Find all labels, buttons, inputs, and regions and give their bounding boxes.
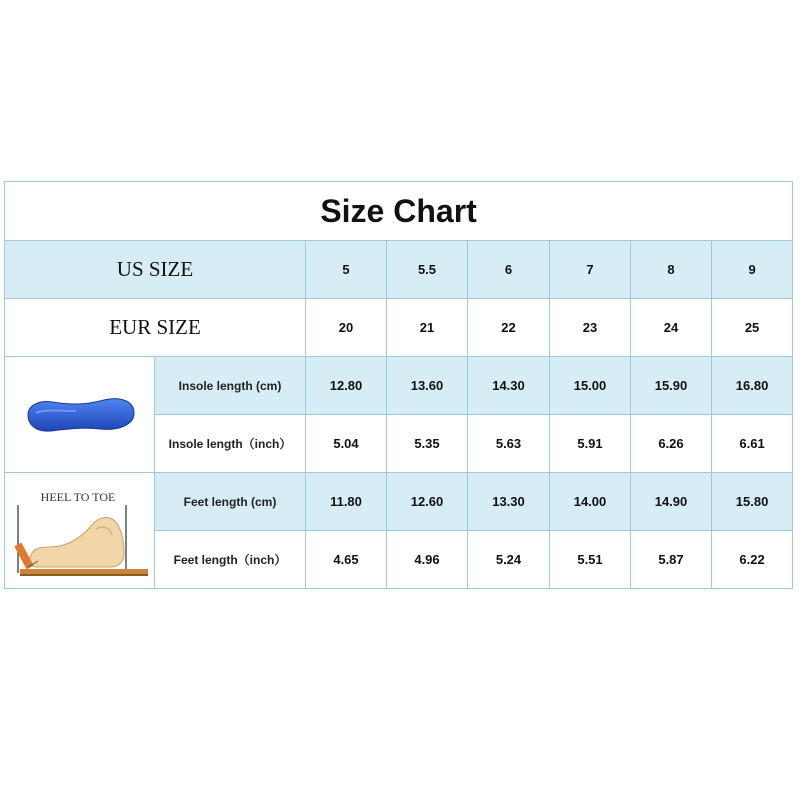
feet-inch-value: 5.87 [658, 551, 684, 567]
us-size-value: 7 [586, 261, 594, 277]
insole-cm-value: 16.80 [735, 377, 769, 393]
insole-inch-label-cell [155, 415, 306, 473]
feet-cm-value: 12.60 [410, 493, 444, 509]
feet-cm-cell [712, 473, 793, 531]
feet-cm-cell [468, 473, 550, 531]
insole-inch-cell [306, 415, 387, 473]
us-size-cell [712, 241, 793, 299]
feet-inch-cell [631, 531, 712, 589]
us-size-row [5, 241, 793, 299]
eur-size-cell [387, 299, 468, 357]
feet-inch-cell [306, 531, 387, 589]
us-size-cell [631, 241, 712, 299]
title-row [5, 182, 793, 241]
foot-image-cell [5, 473, 155, 589]
us-size-value: 5.5 [417, 261, 437, 277]
eur-size-row [5, 299, 793, 357]
foot-measure-icon [10, 481, 150, 581]
chart-title: Size Chart [320, 192, 477, 229]
insole-inch-cell [468, 415, 550, 473]
feet-inch-value: 5.24 [495, 551, 522, 567]
insole-image-cell [5, 357, 155, 473]
eur-size-value: 20 [338, 319, 354, 335]
insole-cm-cell [468, 357, 550, 415]
insole-cm-value: 15.90 [654, 377, 688, 393]
feet-cm-label-cell [155, 473, 306, 531]
insole-cm-value: 14.30 [492, 377, 525, 393]
size-chart-table [4, 181, 793, 589]
feet-inch-value: 5.51 [577, 551, 603, 567]
eur-size-cell [550, 299, 631, 357]
us-size-cell [550, 241, 631, 299]
insole-cm-label-cell [155, 357, 306, 415]
feet-inch-value: 4.96 [414, 551, 440, 567]
eur-size-cell [468, 299, 550, 357]
insole-inch-value: 5.91 [577, 435, 603, 451]
feet-inch-label-cell [155, 531, 306, 589]
insole-cm-cell [306, 357, 387, 415]
eur-size-value: 23 [582, 319, 598, 335]
feet-inch-cell [712, 531, 793, 589]
eur-size-value: 25 [744, 319, 760, 335]
heel-to-toe-text: HEEL TO TOE [40, 489, 115, 504]
us-size-cell [387, 241, 468, 299]
insole-cm-cell [712, 357, 793, 415]
eur-size-cell [712, 299, 793, 357]
insole-inch-cell [712, 415, 793, 473]
us-size-value: 8 [667, 261, 675, 277]
us-size-cell [468, 241, 550, 299]
feet-inch-value: 4.65 [333, 551, 359, 567]
feet-cm-cell [631, 473, 712, 531]
insole-inch-value: 6.26 [658, 435, 684, 451]
insole-cm-value: 15.00 [573, 377, 607, 393]
eur-size-value: 24 [663, 319, 679, 335]
eur-size-cell [631, 299, 712, 357]
feet-inch-value: 6.22 [739, 551, 765, 567]
insole-cm-cell [631, 357, 712, 415]
insole-inch-cell [550, 415, 631, 473]
feet-cm-value: 14.90 [654, 493, 688, 509]
eur-size-value: 21 [419, 319, 435, 335]
us-size-label-cell [5, 241, 306, 299]
us-size-value: 6 [504, 261, 513, 277]
feet-cm-cell [550, 473, 631, 531]
feet-inch-cell [550, 531, 631, 589]
eur-size-cell [306, 299, 387, 357]
insole-inch-value: 5.63 [495, 435, 522, 451]
eur-size-value: 22 [501, 319, 516, 335]
insole-inch-label: Insole length（inch） [168, 436, 292, 451]
feet-cm-label: Feet length (cm) [183, 494, 277, 509]
feet-cm-row [5, 473, 793, 531]
us-size-value: 5 [342, 261, 350, 277]
feet-cm-cell [306, 473, 387, 531]
feet-cm-value: 14.00 [573, 493, 607, 509]
insole-cm-value: 12.80 [329, 377, 363, 393]
us-size-value: 9 [748, 261, 756, 277]
feet-cm-value: 13.30 [492, 493, 525, 509]
us-size-label: US SIZE [116, 257, 194, 281]
insole-inch-value: 5.35 [414, 435, 440, 451]
feet-inch-cell [468, 531, 550, 589]
insole-cm-cell [387, 357, 468, 415]
title-cell [5, 182, 793, 241]
insole-icon [20, 385, 140, 445]
insole-cm-label: Insole length (cm) [178, 378, 282, 393]
feet-inch-cell [387, 531, 468, 589]
us-size-cell [306, 241, 387, 299]
eur-size-label-cell [5, 299, 306, 357]
insole-cm-value: 13.60 [410, 377, 444, 393]
insole-cm-cell [550, 357, 631, 415]
insole-inch-value: 6.61 [739, 435, 765, 451]
insole-inch-cell [631, 415, 712, 473]
feet-cm-value: 15.80 [735, 493, 769, 509]
feet-cm-cell [387, 473, 468, 531]
insole-inch-cell [387, 415, 468, 473]
feet-cm-value: 11.80 [330, 493, 362, 509]
insole-cm-row [5, 357, 793, 415]
eur-size-label: EUR SIZE [109, 315, 201, 339]
feet-inch-label: Feet length（inch） [173, 552, 287, 567]
insole-inch-value: 5.04 [333, 435, 359, 451]
